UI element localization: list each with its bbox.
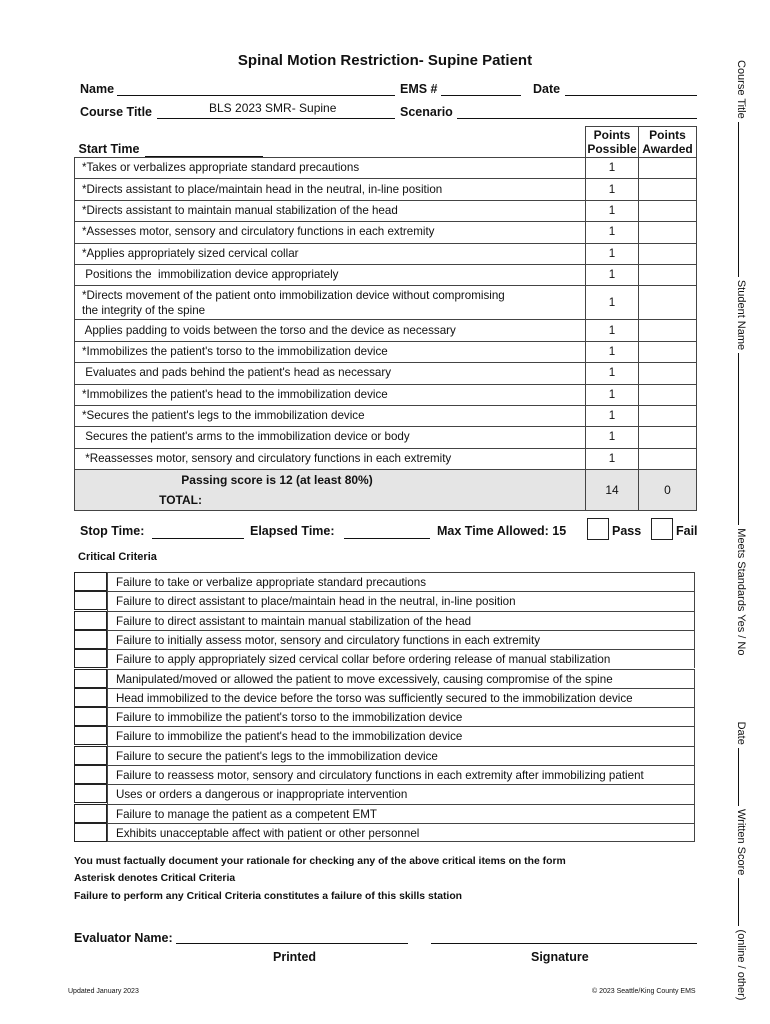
step-awarded-field[interactable] <box>639 363 697 384</box>
passing-score: Passing score is 12 (at least 80%) <box>181 473 373 488</box>
copyright: © 2023 Seattle/King County EMS <box>592 988 696 995</box>
page-title: Spinal Motion Restriction- Supine Patient <box>237 52 533 69</box>
step-points: 1 <box>586 200 639 221</box>
total-label: TOTAL: <box>159 493 202 508</box>
stop-time-field[interactable] <box>152 538 244 539</box>
step-text: Positions the immobilization device appropriately <box>75 264 586 285</box>
side-meets-standards-label: Meets Standards Yes / No <box>735 528 747 656</box>
critical-text: Failure to manage the patient as a competent EMT <box>107 804 695 823</box>
critical-checkbox[interactable] <box>74 649 107 668</box>
fail-checkbox[interactable] <box>651 518 673 540</box>
critical-item <box>74 784 697 803</box>
step-text: Applies padding to voids between the torso and the device as necessary <box>75 320 586 341</box>
evaluator-signature-field[interactable] <box>431 943 697 944</box>
critical-text: Failure to secure the patient's legs to the immobilization device <box>107 746 695 765</box>
note-asterisk: Asterisk denotes Critical Criteria <box>74 873 236 884</box>
signature-label: Signature <box>531 950 589 964</box>
name-label: Name <box>80 82 115 96</box>
critical-item <box>74 823 697 842</box>
note-failure: Failure to perform any Critical Criteria constitutes a failure of this skills station <box>74 891 463 902</box>
critical-item <box>74 591 697 610</box>
critical-item <box>74 669 697 688</box>
critical-text: Failure to initially assess motor, sensory and circulatory functions in each extremity <box>107 630 695 649</box>
critical-text: Exhibits unacceptable affect with patient or other personnel <box>107 823 695 842</box>
table-row <box>75 222 697 243</box>
table-row <box>75 320 697 341</box>
side-student-name-label: Student Name <box>735 279 747 351</box>
course-title-label: Course Title <box>80 105 153 119</box>
critical-item <box>74 707 697 726</box>
skills-table <box>74 126 697 511</box>
critical-checkbox[interactable] <box>74 572 107 591</box>
side-written-score-field[interactable] <box>738 878 748 926</box>
step-awarded-field[interactable] <box>639 158 697 179</box>
step-points: 1 <box>586 158 639 179</box>
stop-time-label: Stop Time: <box>80 524 145 538</box>
side-course-title-label: Course Title <box>735 60 747 119</box>
critical-text: Uses or orders a dangerous or inappropriate intervention <box>107 784 695 803</box>
critical-checkbox[interactable] <box>74 726 107 745</box>
step-points: 1 <box>586 363 639 384</box>
step-points: 1 <box>586 286 639 320</box>
step-text: *Secures the patient's legs to the immobilization device <box>75 405 586 426</box>
step-text: *Directs assistant to place/maintain head in the neutral, in-line position <box>75 179 586 200</box>
table-row <box>75 341 697 362</box>
elapsed-time-label: Elapsed Time: <box>250 524 335 538</box>
critical-checkbox[interactable] <box>74 784 107 803</box>
table-row <box>75 243 697 264</box>
max-time-label: Max Time Allowed: 15 <box>437 524 567 538</box>
start-time-cell <box>75 127 586 158</box>
total-row <box>75 470 697 511</box>
critical-checkbox[interactable] <box>74 669 107 688</box>
name-field[interactable] <box>117 95 395 96</box>
critical-checkbox[interactable] <box>74 688 107 707</box>
table-header-row <box>75 127 697 158</box>
critical-item <box>74 688 697 707</box>
critical-text: Manipulated/moved or allowed the patient to move excessively, causing compromise of the spine <box>107 669 695 688</box>
scenario-field[interactable] <box>457 118 697 119</box>
start-time-label: Start Time <box>78 142 140 156</box>
step-text: Evaluates and pads behind the patient's head as necessary <box>75 363 586 384</box>
step-text: *Immobilizes the patient's head to the immobilization device <box>75 384 586 405</box>
step-awarded-field[interactable] <box>639 264 697 285</box>
date-label: Date <box>533 82 561 96</box>
step-awarded-field[interactable] <box>639 286 697 320</box>
step-text: *Directs movement of the patient onto immobilization device without compromising the integrity of the spine <box>75 286 586 320</box>
critical-checkbox[interactable] <box>74 746 107 765</box>
critical-item <box>74 726 697 745</box>
step-points: 1 <box>586 405 639 426</box>
printed-label: Printed <box>273 950 317 964</box>
critical-text: Failure to direct assistant to place/maintain head in the neutral, in-line position <box>107 591 695 610</box>
step-points: 1 <box>586 448 639 469</box>
elapsed-time-field[interactable] <box>344 538 430 539</box>
step-awarded-field[interactable] <box>639 427 697 448</box>
critical-text: Failure to immobilize the patient's head to the immobilization device <box>107 726 695 745</box>
side-student-name-field[interactable] <box>738 353 748 525</box>
critical-checkbox[interactable] <box>74 611 107 630</box>
critical-checkbox[interactable] <box>74 765 107 784</box>
table-row <box>75 286 697 320</box>
side-course-title-field[interactable] <box>738 122 748 277</box>
critical-checkbox[interactable] <box>74 630 107 649</box>
step-points: 1 <box>586 384 639 405</box>
critical-item <box>74 804 697 823</box>
points-possible-header: Points Possible <box>587 128 637 156</box>
step-awarded-field[interactable] <box>639 320 697 341</box>
table-row <box>75 158 697 179</box>
table-row <box>75 448 697 469</box>
critical-text: Failure to apply appropriately sized cervical collar before ordering release of manual stabilization <box>107 649 695 668</box>
step-awarded-field[interactable] <box>639 405 697 426</box>
total-possible: 14 <box>586 470 639 511</box>
points-awarded-header: Points Awarded <box>639 127 697 158</box>
critical-item <box>74 572 697 591</box>
critical-item <box>74 746 697 765</box>
critical-text: Failure to take or verbalize appropriate standard precautions <box>107 572 695 591</box>
critical-text: Failure to immobilize the patient's torso to the immobilization device <box>107 707 695 726</box>
step-text: *Reassesses motor, sensory and circulatory functions in each extremity <box>75 448 586 469</box>
start-time-field[interactable] <box>145 144 263 157</box>
step-points: 1 <box>586 320 639 341</box>
step-points: 1 <box>586 264 639 285</box>
step-points: 1 <box>586 243 639 264</box>
table-row <box>75 405 697 426</box>
critical-text: Failure to reassess motor, sensory and circulatory functions in each extremity after immobilizing patient <box>107 765 695 784</box>
note-document-rationale: You must factually document your rationale for checking any of the above critical items on the form <box>74 856 566 867</box>
table-row <box>75 363 697 384</box>
step-text: *Assesses motor, sensory and circulatory functions in each extremity <box>75 222 586 243</box>
step-awarded-field[interactable] <box>639 341 697 362</box>
side-date-label: Date <box>735 721 747 745</box>
table-row <box>75 427 697 448</box>
step-awarded-field[interactable] <box>639 384 697 405</box>
course-title-field[interactable] <box>157 118 395 119</box>
step-points: 1 <box>586 222 639 243</box>
total-awarded: 0 <box>639 470 697 511</box>
critical-checkbox[interactable] <box>74 804 107 823</box>
step-points: 1 <box>586 341 639 362</box>
table-row <box>75 200 697 221</box>
side-written-score-label: Written Score <box>735 808 747 876</box>
step-awarded-field[interactable] <box>639 222 697 243</box>
step-text: *Immobilizes the patient's torso to the immobilization device <box>75 341 586 362</box>
step-awarded-field[interactable] <box>639 200 697 221</box>
table-row <box>75 384 697 405</box>
table-row <box>75 264 697 285</box>
step-text: Secures the patient's arms to the immobilization device or body <box>75 427 586 448</box>
critical-checkbox[interactable] <box>74 707 107 726</box>
step-points: 1 <box>586 427 639 448</box>
table-row <box>75 179 697 200</box>
updated-date: Updated January 2023 <box>68 988 139 995</box>
critical-item <box>74 649 697 668</box>
step-text: *Takes or verbalizes appropriate standard precautions <box>75 158 586 179</box>
critical-checkbox[interactable] <box>74 591 107 610</box>
step-awarded-field[interactable] <box>639 448 697 469</box>
critical-item <box>74 765 697 784</box>
evaluator-printed-field[interactable] <box>176 943 408 944</box>
step-text: *Directs assistant to maintain manual stabilization of the head <box>75 200 586 221</box>
critical-criteria-heading: Critical Criteria <box>78 551 157 563</box>
course-title-value: BLS 2023 SMR- Supine <box>209 101 337 115</box>
pass-checkbox[interactable] <box>587 518 609 540</box>
total-label-cell <box>75 470 586 511</box>
scenario-label: Scenario <box>400 105 453 119</box>
fail-label: Fail <box>676 524 698 538</box>
step-points: 1 <box>586 179 639 200</box>
critical-item <box>74 630 697 649</box>
step-text: *Applies appropriately sized cervical collar <box>75 243 586 264</box>
step-awarded-field[interactable] <box>639 179 697 200</box>
pass-label: Pass <box>612 524 642 538</box>
critical-text: Failure to direct assistant to maintain manual stabilization of the head <box>107 611 695 630</box>
evaluator-name-label: Evaluator Name: <box>74 931 173 945</box>
side-date-field[interactable] <box>738 748 748 806</box>
ems-field[interactable] <box>441 95 521 96</box>
step-awarded-field[interactable] <box>639 243 697 264</box>
critical-text: Head immobilized to the device before the torso was sufficiently secured to the immobilization device <box>107 688 695 707</box>
date-field[interactable] <box>565 95 697 96</box>
critical-checkbox[interactable] <box>74 823 107 842</box>
side-online-other-label: (online / other) <box>735 929 747 1001</box>
ems-label: EMS # <box>400 82 438 96</box>
side-strip <box>735 60 748 1001</box>
critical-item <box>74 611 697 630</box>
